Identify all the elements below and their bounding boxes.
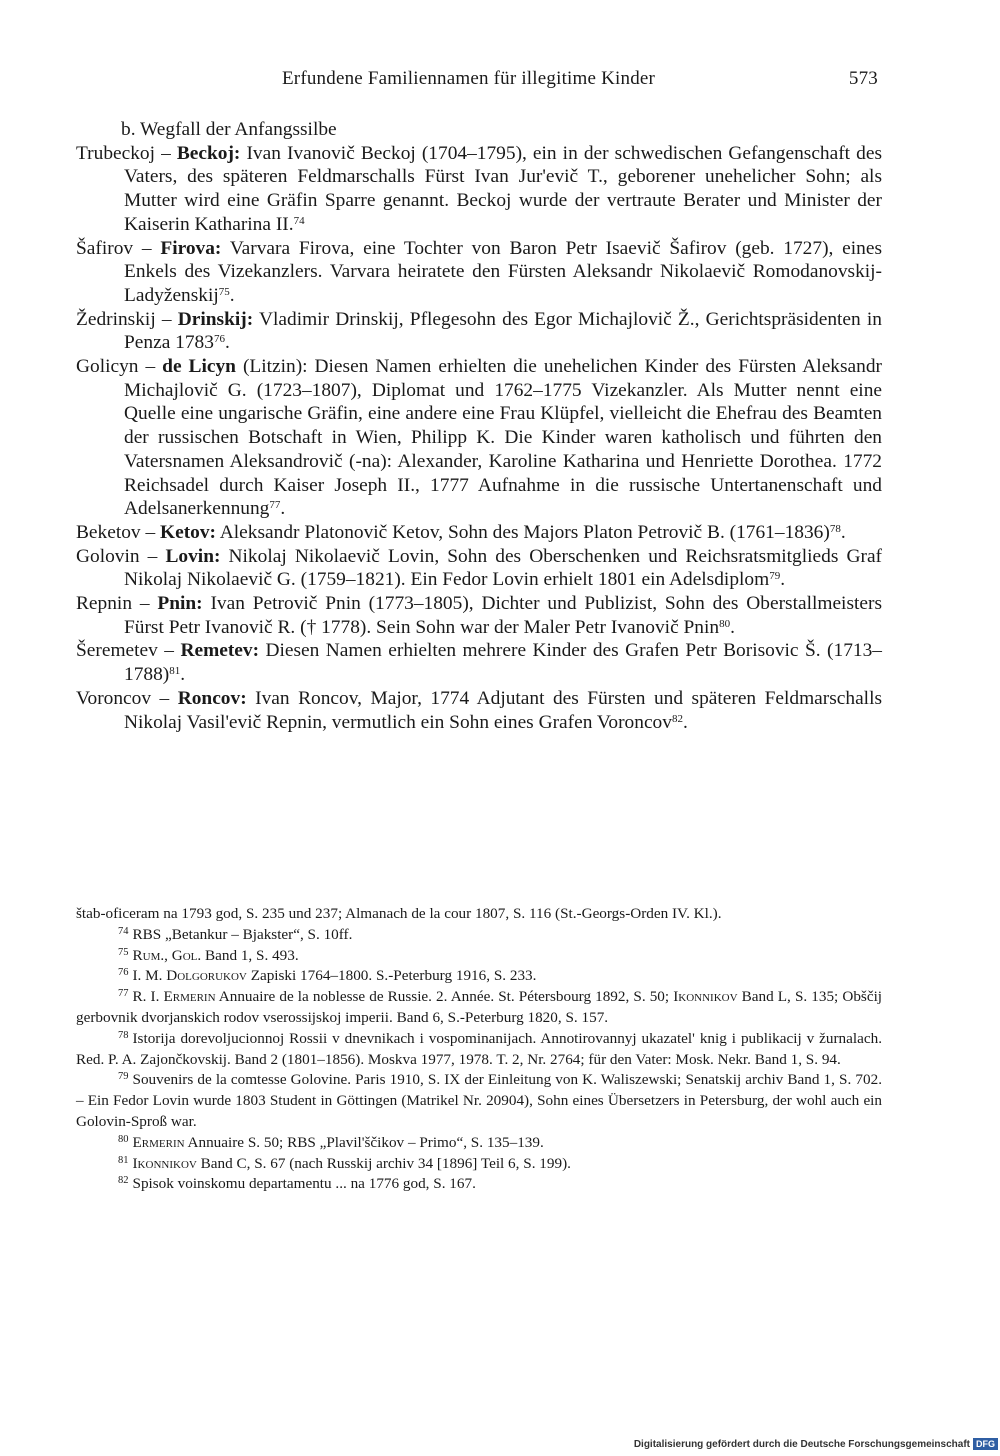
entry-punct: . [180,664,186,686]
footnote-number: 78 [118,1029,129,1041]
footnote-number: 82 [118,1175,129,1187]
footnote-number: 77 [118,988,129,1000]
footnote-text: R. I. [132,988,164,1006]
entry-derived-name: Remetev: [180,640,260,662]
entry-punct: . [229,284,235,306]
entry [76,545,882,592]
entry [76,592,882,639]
main-text [76,118,882,734]
footnote-text: Band L, S. 135; Obščij gerbovnik dvorjanskich rodov vserossijskoj imperii. Band 6, S.-Peterburg 1820, S. 157. [76,988,883,1026]
running-header [282,68,878,98]
running-title: Erfundene Familiennamen für illegitime Kinder [282,68,656,89]
entry-derived-name: Drinskij: [177,308,254,330]
entry-text: Diesen Namen erhielten mehrere Kinder des Grafen Petr Borisovic Š. (1713–1788) [124,640,882,686]
footnote-ref: 80 [719,617,731,630]
footnotes [76,904,882,1195]
entry-punct: . [840,521,846,543]
entry-source-name: Šafirov – [76,237,161,259]
footnote-text: Spisok voinskomu departamentu ... na 1776 god, S. 167. [132,1175,476,1193]
entry [76,639,882,686]
entry-derived-name: Beckoj: [176,142,241,164]
footnote-text: Souvenirs de la comtesse Golovine. Paris 1910, S. IX der Einleitung von K. Waliszewski; Senatskij archiv Band 1, S. 702. – Ein Fedor Lovin wurde 1803 Student in Göttingen (Matrikel Nr. 20904), Sohn eines Übersetzers in Petersburg, der wohl auch ein Golovin-Sproß war. [76,1071,882,1130]
dfg-logo: DFG [973,1438,998,1450]
entry [76,142,882,237]
entry-punct: . [224,332,230,354]
footnote-ref: 74 [293,214,305,227]
entry-derived-name: Firova: [160,237,222,259]
entry-source-name: Golovin – [76,545,166,567]
entry-list [76,142,882,735]
footnote [76,1029,882,1071]
footnote [76,966,882,987]
entry-source-name: Šeremetev – [76,640,181,662]
entry-punct: . [730,616,735,638]
footnote-number: 74 [118,925,129,937]
footnote-ref: 78 [829,522,841,535]
footnote-continuation: štab-oficeram na 1793 god, S. 235 und 237; Almanach de la cour 1807, S. 116 (St.-Georgs-Orden IV. Kl.). [76,905,722,922]
entry-source-name: Repnin – [76,593,158,615]
footnote-author: Dolgorukov [166,967,247,985]
entry [76,308,882,355]
entry-source-name: Voroncov – [76,687,178,709]
footnote-number: 80 [118,1133,129,1145]
entry-text: Varvara Firova, eine Tochter von Baron Petr Isaevič Šafirov (geb. 1727), eines Enkels des Vizekanzlers. Varvara heiratete den Fürsten Aleksandr Nikolaevič Romodanovskij-Ladyženskij [124,237,883,306]
footnote [76,1070,882,1132]
footnote-ref: 81 [169,665,181,678]
footnote-author: Ermerin [163,988,216,1006]
footnote [76,1174,882,1195]
entry-text: Vladimir Drinskij, Pflegesohn des Egor Michajlovič Ž., Gerichtspräsidenten in Penza 1783 [124,308,882,354]
footnote-author: Ikonnikov [673,988,738,1006]
footnote-text: Istorija dorevoljucionnoj Rossii v dnevnikach i vospominanijach. Annotirovannyj ukazatel' knig i publikacij v žurnalach. Red. P. A. Zajončkovskij. Band 2 (1801–1856). Moskva 1977, 1978. T. 2, Nr. 2764; für den Vater: Mosk. Nekr. Band 1, S. 94. [76,1029,882,1068]
footnote-text: RBS „Betankur – Bjakster“, S. 10ff. [132,925,353,943]
footnote-ref: 77 [269,499,281,512]
entry [76,237,882,308]
footnote-list [76,925,882,1195]
entry [76,355,882,521]
footnote-ref: 79 [769,570,781,583]
footnote-text: Band C, S. 67 (nach Russkij archiv 34 [1896] Teil 6, S. 199). [196,1154,571,1172]
footnote-number: 79 [118,1071,129,1083]
entry-text: (Litzin): Diesen Namen erhielten die unehelichen Kinder des Fürsten Aleksandr Michajlovič G. (1723–1807), Diplomat und 1762–1775 Vizekanzler. Als Mutter nennt eine Quelle eine ungarische Gräfin, eine andere eine Frau Klüpfel, vielleicht die Ehefrau des Beamten der russischen Botschaft in Wien, Philipp K. Die Kinder waren katholisch und führten den Vatersnamen Aleksandrovič (-na): Alexander, Karoline Katharina und Henriette Dorothea. 1772 Reichsadel durch Kaiser Joseph II., 1777 Aufnahme in die russische Untertanenschaft und Adelsanerkennung [124,356,882,520]
footnote [76,925,882,946]
footnote-text: I. M. [132,967,167,985]
footnote-number: 76 [118,967,129,979]
entry-source-name: Trubeckoj – [76,142,177,164]
entry-text: Ivan Ivanovič Beckoj (1704–1795), ein in der schwedischen Gefangenschaft des Vaters, des späteren Feldmarschalls Fürst Ivan Jur'evič T., geborener unehelicher Sohn; als Mutter wird eine Gräfin Sparre genannt. Beckoj wurde der vertraute Berater und Minister der Kaiserin Katharina II. [124,142,882,235]
entry-derived-name: Ketov: [160,521,217,543]
footnote-author: Rum., Gol. [132,946,202,964]
footnote-text: Annuaire de la noblesse de Russie. 2. Année. St. Pétersbourg 1892, S. 50; [215,988,674,1006]
footnote [76,1154,882,1175]
entry-punct: . [682,711,688,733]
entry-text: Nikolaj Nikolaevič Lovin, Sohn des Oberschenken und Reichsratsmitglieds Graf Nikolaj Nikolaevič G. (1759–1821). Ein Fedor Lovin erhielt 1801 ein Adelsdiplom [124,545,883,591]
entry-source-name: Golicyn – [76,356,163,378]
footnote-author: Ermerin [132,1133,185,1151]
entry [76,687,882,734]
footnote [76,946,882,967]
entry-source-name: Beketov – [76,521,161,543]
entry [76,521,882,545]
subheading: b. Wegfall der Anfangssilbe [121,119,337,140]
entry-text: Aleksandr Platonovič Ketov, Sohn des Majors Platon Petrovič B. (1761–1836) [216,521,830,543]
footnote-number: 81 [118,1154,129,1166]
footnote-text: Annuaire S. 50; RBS „Plavil'ščikov – Primo“, S. 135–139. [184,1133,544,1151]
entry-text: Ivan Roncov, Major, 1774 Adjutant des Fürsten und späteren Feldmarschalls Nikolaj Vasil'evič Repnin, vermutlich ein Sohn eines Grafen Voroncov [124,687,883,733]
footnote [76,1133,882,1154]
footnote-ref: 82 [671,712,683,725]
footnote-ref: 75 [218,285,230,298]
entry-derived-name: Lovin: [165,545,221,567]
footnote [76,987,882,1029]
footnote-text: Band 1, S. 493. [201,946,299,964]
footnote-number: 75 [118,946,129,958]
entry-source-name: Žedrinskij – [76,308,178,330]
entry-text: Ivan Petrovič Pnin (1773–1805), Dichter und Publizist, Sohn des Oberstallmeisters Fürst Petr Ivanovič R. († 1778). Sein Sohn war der Maler Petr Ivanovič Pnin [124,593,882,638]
footnote-author: Ikonnikov [132,1154,197,1172]
footnote-ref: 76 [213,333,225,346]
entry-derived-name: Pnin: [157,593,203,615]
entry-derived-name: Roncov: [177,687,247,709]
entry-derived-name: de Licyn [162,356,236,378]
entry-punct: . [280,498,286,520]
footer-text: Digitalisierung gefördert durch die Deutsche Forschungsgemeinschaft [633,1438,970,1450]
digitization-footer [634,1436,998,1452]
entry-punct: . [780,569,786,591]
footnote-text: Zapiski 1764–1800. S.-Peterburg 1916, S. 233. [246,967,537,985]
page-number: 573 [848,68,878,89]
